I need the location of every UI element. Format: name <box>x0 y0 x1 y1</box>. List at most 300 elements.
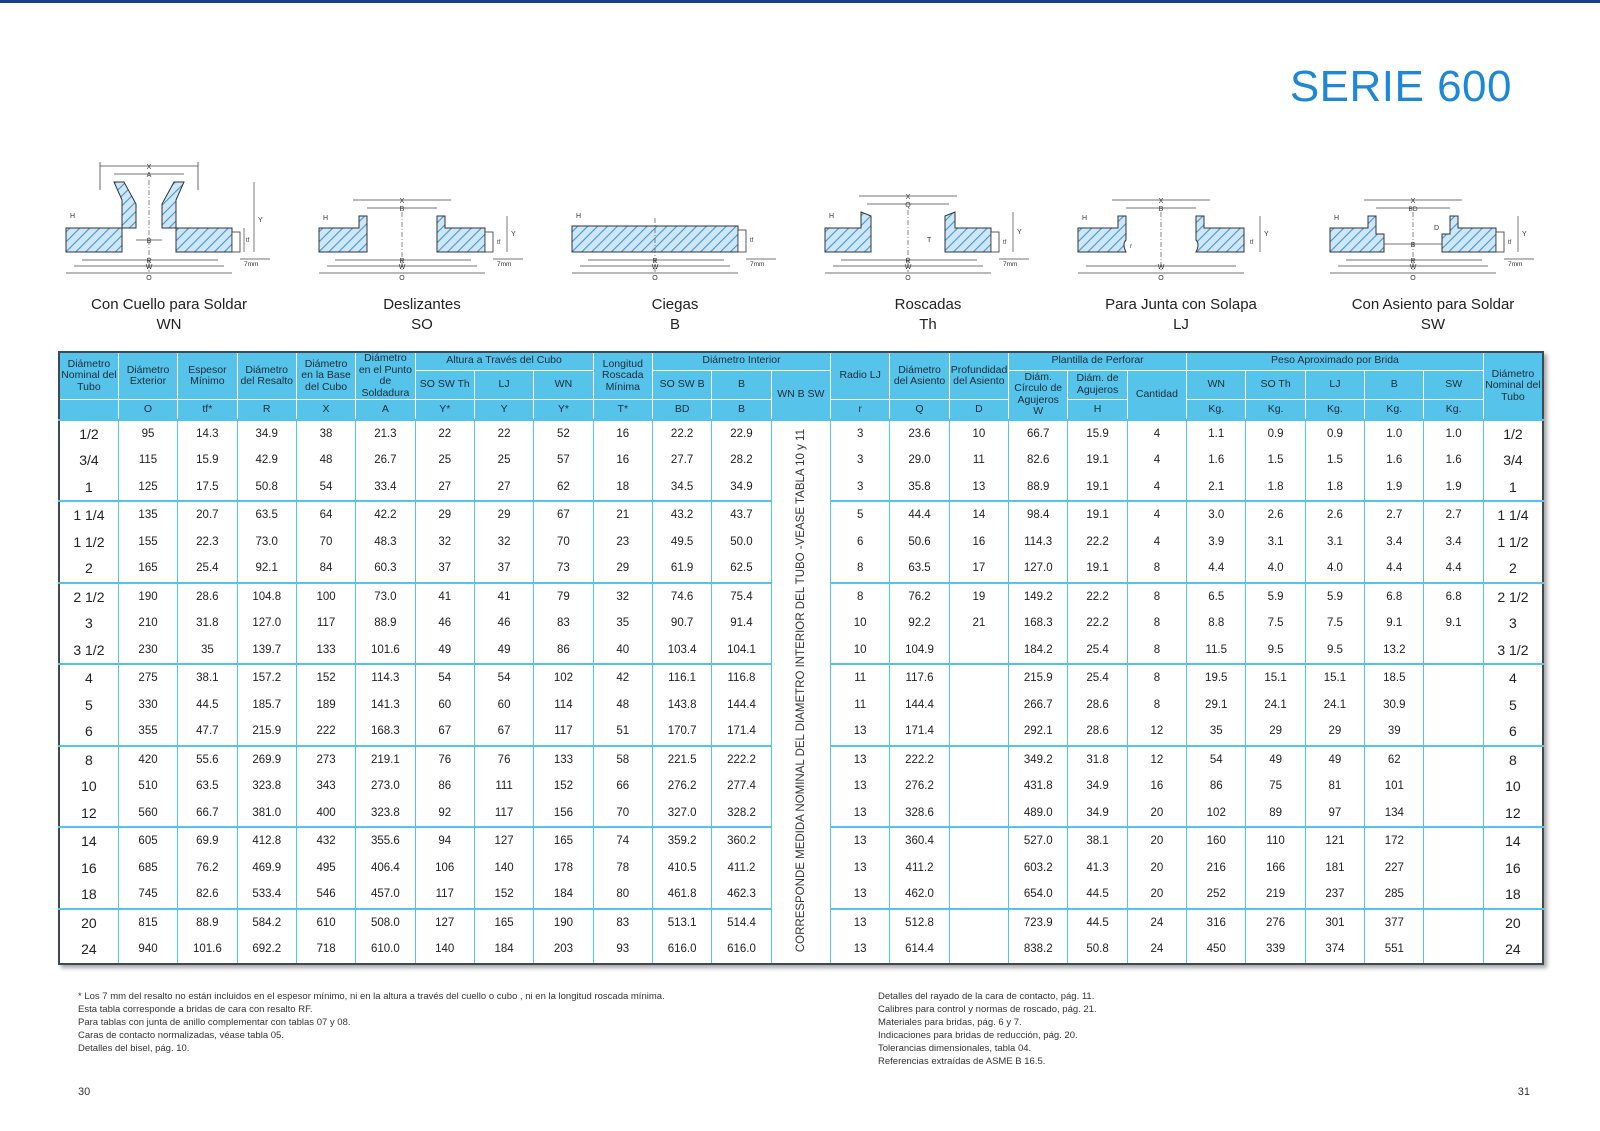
table-cell: 22 <box>415 420 474 448</box>
header-cantidad: Cantidad <box>1127 370 1186 420</box>
table-cell: 9.5 <box>1246 637 1305 665</box>
table-cell: 14.3 <box>178 420 237 448</box>
table-cell: 160 <box>1187 827 1246 855</box>
table-cell: 67 <box>415 718 474 746</box>
lap-joint-flange-drawing <box>1070 160 1292 295</box>
table-cell: 381.0 <box>237 800 296 828</box>
table-cell: 42 <box>593 664 652 692</box>
table-cell: 8.8 <box>1187 610 1246 637</box>
table-cell: 133 <box>296 637 355 665</box>
table-cell: 19 <box>949 583 1008 611</box>
table-cell: 13.2 <box>1365 637 1424 665</box>
nominal-size-cell: 16 <box>81 859 97 876</box>
header-lj: LJ <box>474 370 533 400</box>
svg-text:tf: tf <box>1508 240 1512 246</box>
nominal-size-cell: 1 <box>1483 474 1543 502</box>
table-cell <box>949 746 1008 774</box>
table-cell: 170.7 <box>652 718 711 746</box>
table-cell <box>1424 909 1483 937</box>
table-cell: 90.7 <box>652 610 711 637</box>
table-cell: 37 <box>474 555 533 583</box>
nominal-size-cell: 10 <box>1483 773 1543 800</box>
table-cell: 190 <box>534 909 593 937</box>
table-cell: 508.0 <box>356 909 415 937</box>
table-cell: 20 <box>1127 827 1186 855</box>
svg-text:T: T <box>927 237 932 244</box>
table-cell: 610 <box>296 909 355 937</box>
nominal-size-cell: 16 <box>1483 855 1543 882</box>
table-cell: 60 <box>415 692 474 719</box>
table-cell: 134 <box>1365 800 1424 828</box>
table-cell: 273 <box>296 746 355 774</box>
table-cell: 8 <box>1127 583 1186 611</box>
table-cell: 26.7 <box>356 447 415 474</box>
table-cell: 277.4 <box>712 773 771 800</box>
table-cell: 4.0 <box>1305 555 1364 583</box>
table-cell: 210 <box>118 610 177 637</box>
header-base: Diámetro en la Base del Cubo <box>296 352 355 400</box>
table-cell: 63.5 <box>890 555 949 583</box>
table-cell: 1.1 <box>1187 420 1246 448</box>
threaded-flange-drawing <box>817 160 1039 295</box>
diagram-wn <box>58 160 280 340</box>
table-cell: 450 <box>1187 936 1246 964</box>
svg-text:Y: Y <box>258 217 263 224</box>
table-cell: 4 <box>1127 474 1186 502</box>
table-cell <box>1424 664 1483 692</box>
table-cell: 8 <box>1127 637 1186 665</box>
table-cell: 2.7 <box>1424 501 1483 529</box>
table-cell: 13 <box>853 943 867 956</box>
table-cell: 838.2 <box>1009 936 1068 964</box>
table-cell: 17 <box>949 555 1008 583</box>
nominal-size-cell: 3 <box>85 615 93 632</box>
table-cell: 216 <box>1187 855 1246 882</box>
header-asiento: Diámetro del Asiento <box>890 352 949 400</box>
table-cell: 114.3 <box>356 664 415 692</box>
table-cell: 5.9 <box>1305 583 1364 611</box>
table-cell <box>1424 936 1483 964</box>
note-line: Esta tabla corresponde a bridas de cara con resalto RF. <box>78 1004 313 1015</box>
table-cell: 52 <box>534 420 593 448</box>
table-cell: 13 <box>949 474 1008 502</box>
table-cell: 533.4 <box>237 881 296 909</box>
table-cell: 38.1 <box>178 664 237 692</box>
header-resalto-sym: R <box>237 400 296 420</box>
svg-text:tf: tf <box>1003 240 1007 246</box>
header-wn: WN <box>534 370 593 400</box>
table-cell: 360.2 <box>712 827 771 855</box>
header-y-star: Y* <box>415 400 474 420</box>
table-cell: 222 <box>296 718 355 746</box>
svg-text:Y: Y <box>1522 231 1527 238</box>
table-cell: 28.2 <box>712 447 771 474</box>
table-cell <box>1424 746 1483 774</box>
table-cell: 168.3 <box>356 718 415 746</box>
table-cell: 125 <box>118 474 177 502</box>
table-cell: 84 <box>296 555 355 583</box>
table-cell: 34.9 <box>1068 800 1127 828</box>
table-cell <box>949 909 1008 937</box>
svg-text:B: B <box>1158 206 1164 213</box>
table-cell: 13 <box>831 746 890 774</box>
table-cell: 15.9 <box>1068 420 1127 448</box>
table-cell: 0.9 <box>1305 420 1364 448</box>
table-cell: 178 <box>534 855 593 882</box>
table-cell: 219.1 <box>356 746 415 774</box>
table-cell: 46 <box>415 610 474 637</box>
table-cell: 104.8 <box>237 583 296 611</box>
table-cell: 29.1 <box>1187 692 1246 719</box>
header-punto: Diámetro en el Punto de Soldadura <box>356 352 415 400</box>
table-cell: 266.7 <box>1009 692 1068 719</box>
header-profundidad-sym: D <box>949 400 1008 420</box>
table-cell: 203 <box>534 936 593 964</box>
table-cell: 510 <box>118 773 177 800</box>
table-cell: 28.6 <box>178 583 237 611</box>
table-cell: 13 <box>853 806 867 819</box>
table-cell: 63.5 <box>178 773 237 800</box>
table-cell: 74 <box>593 827 652 855</box>
header-b: B <box>712 370 771 400</box>
table-cell: 610.0 <box>356 936 415 964</box>
table-cell: 551 <box>1365 936 1424 964</box>
table-cell: 88.9 <box>178 909 237 937</box>
table-cell <box>949 637 1008 665</box>
table-cell: 55.6 <box>178 746 237 774</box>
table-cell: 64 <box>296 501 355 529</box>
diagram-code: SW <box>1420 316 1446 333</box>
table-cell: 411.2 <box>712 855 771 882</box>
table-cell: 227 <box>1365 855 1424 882</box>
table-cell: 10 <box>853 643 867 656</box>
nominal-size-cell: 12 <box>1483 800 1543 828</box>
note-line: Tolerancias dimensionales, tabla 04. <box>878 1043 1032 1054</box>
table-cell: 39 <box>1365 718 1424 746</box>
table-cell: 20.7 <box>178 501 237 529</box>
table-cell: 4.4 <box>1424 555 1483 583</box>
svg-text:BD: BD <box>1408 206 1418 213</box>
header-peso: Peso Aproximado por Brida <box>1187 352 1484 370</box>
table-cell: 43.7 <box>712 501 771 529</box>
table-cell: 692.2 <box>237 936 296 964</box>
table-cell: 2.6 <box>1246 501 1305 529</box>
table-cell: 1.8 <box>1246 474 1305 502</box>
svg-text:O: O <box>652 275 658 282</box>
header-exterior-sym: O <box>118 400 177 420</box>
header-y: Y <box>474 400 533 420</box>
nominal-size-cell: 20 <box>59 909 118 937</box>
svg-text:H: H <box>829 213 835 220</box>
table-cell: 1.9 <box>1424 474 1483 502</box>
table-cell: 275 <box>118 664 177 692</box>
table-cell <box>1424 800 1483 828</box>
nominal-size-cell: 1/2 <box>59 420 118 448</box>
table-cell: 237 <box>1305 881 1364 909</box>
header-nominal: Diámetro Nominal del Tubo <box>59 352 118 400</box>
table-cell: 155 <box>118 529 177 556</box>
svg-text:H: H <box>70 213 76 220</box>
table-cell: 75.4 <box>712 583 771 611</box>
table-cell: 190 <box>118 583 177 611</box>
table-cell: 73.0 <box>237 529 296 556</box>
nominal-size-cell: 14 <box>59 827 118 855</box>
diagram-name: Con Asiento para Soldar <box>1351 296 1515 313</box>
table-cell: 339 <box>1246 936 1305 964</box>
table-cell: 127.0 <box>237 610 296 637</box>
table-cell: 62 <box>1365 746 1424 774</box>
table-cell: 15.1 <box>1246 664 1305 692</box>
table-cell: 19.1 <box>1068 447 1127 474</box>
table-cell: 20 <box>1127 881 1186 909</box>
table-cell: 97 <box>1305 800 1364 828</box>
table-cell: 27 <box>474 474 533 502</box>
table-cell: 16 <box>1127 773 1186 800</box>
table-cell: 25 <box>415 447 474 474</box>
table-cell: 76.2 <box>890 583 949 611</box>
header-altura: Altura a Través del Cubo <box>415 352 593 370</box>
table-cell: 166 <box>1246 855 1305 882</box>
table-cell: 685 <box>118 855 177 882</box>
table-cell: 1.6 <box>1365 447 1424 474</box>
table-cell: 92 <box>415 800 474 828</box>
table-cell: 50.6 <box>890 529 949 556</box>
table-cell <box>1424 881 1483 909</box>
table-cell: 8 <box>1127 664 1186 692</box>
table-cell: 360.4 <box>890 827 949 855</box>
table-cell: 24.1 <box>1305 692 1364 719</box>
table-cell: 82.6 <box>178 881 237 909</box>
table-cell: 41.3 <box>1068 855 1127 882</box>
svg-text:7mm: 7mm <box>497 261 512 268</box>
svg-text:7mm: 7mm <box>1508 261 1523 268</box>
nominal-size-cell: 1 1/2 <box>73 533 105 550</box>
table-cell: 22.2 <box>652 420 711 448</box>
header-bd: BD <box>652 400 711 420</box>
table-cell: 106 <box>415 855 474 882</box>
note-line: * Los 7 mm del resalto no están incluidos en el espesor mínimo, ni en la altura a través del cuello o cubo , ni en la longitud roscada mínima. <box>78 991 665 1002</box>
table-cell: 83 <box>593 909 652 937</box>
table-cell: 48 <box>296 447 355 474</box>
table-cell: 19.1 <box>1068 555 1127 583</box>
table-cell: 3.1 <box>1305 529 1364 556</box>
table-cell: 42.2 <box>356 501 415 529</box>
svg-text:O: O <box>399 275 405 282</box>
table-cell: 114.3 <box>1009 529 1068 556</box>
table-cell: 495 <box>296 855 355 882</box>
table-cell: 46 <box>474 610 533 637</box>
table-cell: 57 <box>534 447 593 474</box>
table-cell: 62.5 <box>712 555 771 583</box>
table-cell: 24.1 <box>1246 692 1305 719</box>
table-cell: 8 <box>1127 692 1186 719</box>
table-cell: 78 <box>593 855 652 882</box>
diagram-name: Roscadas <box>894 296 962 313</box>
svg-text:W: W <box>1409 264 1417 271</box>
table-cell: 2.1 <box>1187 474 1246 502</box>
table-cell: 152 <box>474 881 533 909</box>
table-cell: 4 <box>1127 501 1186 529</box>
svg-text:tf: tf <box>246 238 250 244</box>
table-cell: 4.4 <box>1187 555 1246 583</box>
header-base-sym: X <box>296 400 355 420</box>
table-cell: 66 <box>593 773 652 800</box>
table-cell: 30.9 <box>1365 692 1424 719</box>
table-cell: 323.8 <box>356 800 415 828</box>
so-flange-drawing <box>311 160 533 295</box>
table-cell: 54 <box>415 664 474 692</box>
table-cell: 273.0 <box>356 773 415 800</box>
table-cell: 35 <box>178 637 237 665</box>
table-cell: 121 <box>1305 827 1364 855</box>
table-cell: 49 <box>1246 746 1305 774</box>
table-cell <box>949 773 1008 800</box>
table-cell: 95 <box>118 420 177 448</box>
table-cell: 513.1 <box>652 909 711 937</box>
svg-text:tf: tf <box>1250 240 1254 246</box>
table-cell: 215.9 <box>1009 664 1068 692</box>
table-cell <box>1424 692 1483 719</box>
svg-text:R: R <box>399 258 405 265</box>
table-cell: 44.5 <box>178 692 237 719</box>
diagram-name: Para Junta con Solapa <box>1105 296 1257 313</box>
svg-text:O: O <box>1410 275 1416 282</box>
svg-text:R: R <box>1410 258 1416 265</box>
table-cell: 4 <box>1127 447 1186 474</box>
header-p-b: B <box>1365 370 1424 400</box>
nominal-size-cell: 1/2 <box>1483 420 1543 448</box>
diagram-th <box>817 160 1039 340</box>
svg-text:A: A <box>146 172 152 179</box>
table-cell: 117.6 <box>890 664 949 692</box>
table-cell: 269.9 <box>237 746 296 774</box>
diagram-sw <box>1322 160 1544 340</box>
table-cell: 41 <box>415 583 474 611</box>
table-cell: 44.4 <box>890 501 949 529</box>
table-cell: 8 <box>1127 610 1186 637</box>
table-cell: 603.2 <box>1009 855 1068 882</box>
notes-right <box>878 990 1097 1068</box>
svg-text:r: r <box>1130 243 1133 250</box>
header-wn-b-sw: WN B SW <box>771 370 830 420</box>
table-cell: 276.2 <box>652 773 711 800</box>
svg-text:X: X <box>146 164 152 171</box>
table-cell: 86 <box>415 773 474 800</box>
table-cell: 74.6 <box>652 583 711 611</box>
table-cell: 28.6 <box>1068 692 1127 719</box>
header-exterior: Diámetro Exterior <box>118 352 177 400</box>
nominal-size-cell: 3/4 <box>1483 447 1543 474</box>
table-cell: 50.0 <box>712 529 771 556</box>
header-profundidad: Profundidad del Asiento <box>949 352 1008 400</box>
table-cell: 1.6 <box>1187 447 1246 474</box>
table-cell: 22.3 <box>178 529 237 556</box>
table-cell: 377 <box>1365 909 1424 937</box>
table-cell: 584.2 <box>237 909 296 937</box>
table-cell: 49.5 <box>652 529 711 556</box>
table-cell: 13 <box>853 861 867 874</box>
table-cell: 3 <box>856 454 864 467</box>
header-b-sym: B <box>712 400 771 420</box>
table-cell: 462.3 <box>712 881 771 909</box>
header-asiento-sym: Q <box>890 400 949 420</box>
table-cell: 141.3 <box>356 692 415 719</box>
table-cell: 117 <box>415 881 474 909</box>
table-cell: 252 <box>1187 881 1246 909</box>
svg-text:Y: Y <box>511 231 516 238</box>
table-cell: 359.2 <box>652 827 711 855</box>
table-cell: 18 <box>593 474 652 502</box>
table-cell: 61.9 <box>652 555 711 583</box>
header-kg-b: Kg. <box>1365 400 1424 420</box>
socket-weld-flange-drawing <box>1322 160 1544 295</box>
table-cell: 66.7 <box>178 800 237 828</box>
table-cell: 117 <box>534 718 593 746</box>
table-cell: 16 <box>593 447 652 474</box>
table-cell: 73.0 <box>356 583 415 611</box>
table-cell: 723.9 <box>1009 909 1068 937</box>
header-agujeros-sym: H <box>1068 400 1127 420</box>
nominal-size-cell: 2 <box>85 560 93 577</box>
nominal-size-cell: 20 <box>1483 909 1543 937</box>
table-cell: 276.2 <box>890 773 949 800</box>
table-cell: 4.0 <box>1246 555 1305 583</box>
nominal-size-cell: 4 <box>1483 664 1543 692</box>
table-cell <box>949 664 1008 692</box>
table-cell <box>1424 773 1483 800</box>
table-cell <box>949 855 1008 882</box>
table-cell <box>949 692 1008 719</box>
nominal-size-cell: 8 <box>59 746 118 774</box>
table-cell: 58 <box>593 746 652 774</box>
nominal-size-cell: 2 1/2 <box>1483 583 1543 611</box>
nominal-size-cell: 2 <box>1483 555 1543 583</box>
table-cell: 230 <box>118 637 177 665</box>
table-cell: 400 <box>296 800 355 828</box>
table-cell: 420 <box>118 746 177 774</box>
table-cell: 560 <box>118 800 177 828</box>
diagram-name: Con Cuello para Soldar <box>91 296 247 313</box>
table-cell: 8 <box>856 562 864 575</box>
table-cell: 605 <box>118 827 177 855</box>
table-cell: 35.8 <box>890 474 949 502</box>
table-cell: 316 <box>1187 909 1246 937</box>
table-cell: 355 <box>118 718 177 746</box>
nominal-size-cell: 5 <box>1483 692 1543 719</box>
table-cell: 9.5 <box>1305 637 1364 665</box>
table-cell: 29 <box>1305 718 1364 746</box>
table-cell: 172 <box>1365 827 1424 855</box>
table-cell: 48.3 <box>356 529 415 556</box>
note-line: Detalles del bisel, pág. 10. <box>78 1043 190 1054</box>
table-cell: 2.6 <box>1305 501 1364 529</box>
note-line: Calibres para control y normas de roscado, pág. 21. <box>878 1004 1097 1015</box>
table-cell: 815 <box>118 909 177 937</box>
nominal-size-cell: 6 <box>85 723 93 740</box>
table-cell: 50.8 <box>237 474 296 502</box>
table-cell: 15.1 <box>1305 664 1364 692</box>
table-cell: 165 <box>118 555 177 583</box>
table-cell: 25.4 <box>178 555 237 583</box>
header-longitud: Longitud Roscada Mínima <box>593 352 652 400</box>
table-cell: 79 <box>534 583 593 611</box>
header-radio: Radio LJ <box>831 352 890 400</box>
page-number-right: 31 <box>1517 1086 1530 1098</box>
table-cell: 1.0 <box>1365 420 1424 448</box>
svg-text:X: X <box>905 194 911 201</box>
table-cell: 8 <box>831 583 890 611</box>
table-cell: 457.0 <box>356 881 415 909</box>
